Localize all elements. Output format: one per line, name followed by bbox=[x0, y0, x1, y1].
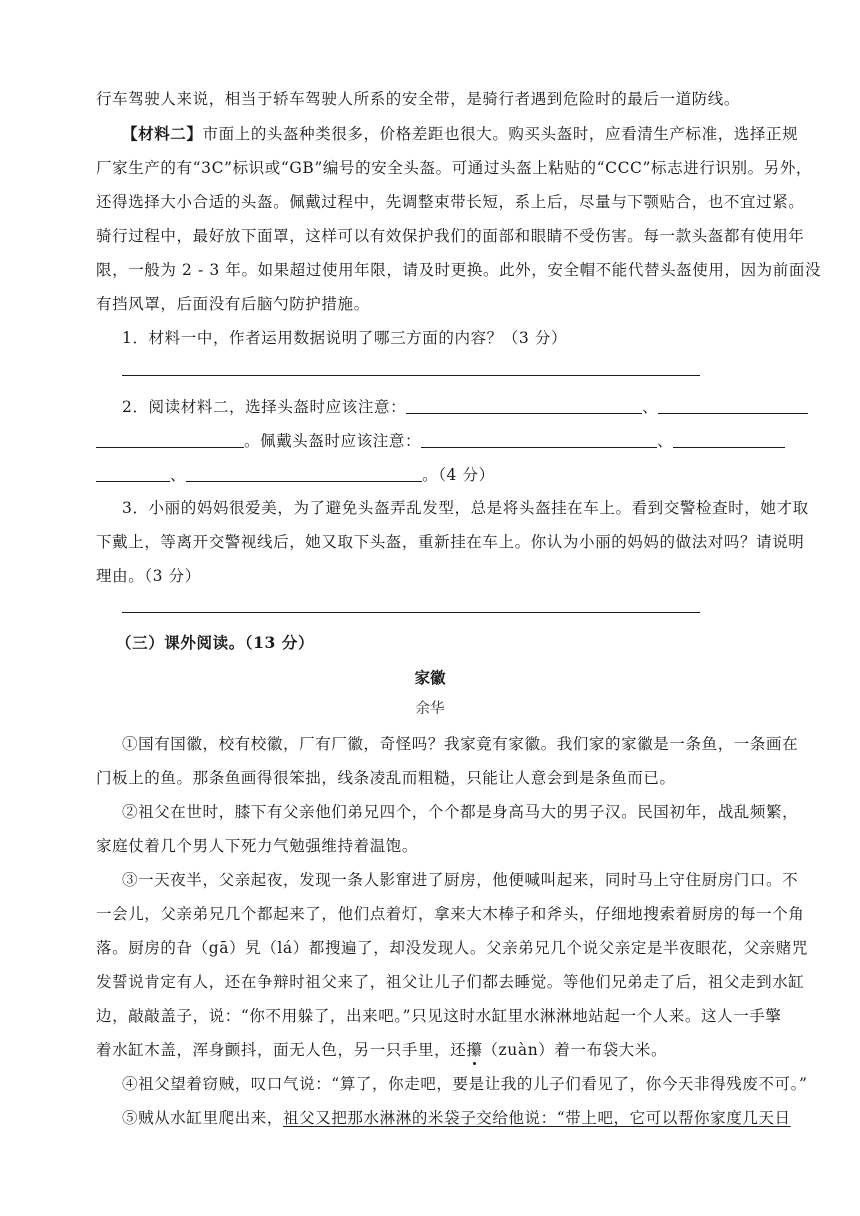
material-two-line-6: 有挡风罩，后面没有后脑勺防护措施。 bbox=[96, 295, 370, 313]
story-p3-line-1: ③一天夜半，父亲起夜，发现一条人影窜进了厨房，他便喊叫起来，同时马上守住厨房门口。不 bbox=[122, 871, 799, 889]
section-heading: （三）课外阅读。（13 分） bbox=[116, 633, 315, 652]
question-3-line-3: 理由。（3 分） bbox=[96, 567, 201, 585]
story-p2-line-2: 家庭仗着几个男人下死力气勉强维持着温饱。 bbox=[96, 837, 419, 855]
material-two-label: 【材料二】 bbox=[122, 124, 203, 143]
story-title: 家徽 bbox=[414, 668, 446, 687]
story-p3-line-2: 一会儿，父亲弟兄几个都起来了，他们点着灯，拿来大木棒子和斧头，仔细地搜索着厨房的每一个角 bbox=[96, 905, 805, 923]
answer-blank-q2-4b[interactable] bbox=[96, 465, 170, 482]
answer-line-q3[interactable] bbox=[122, 612, 700, 613]
answer-blank-q2-2[interactable] bbox=[658, 397, 808, 414]
answer-blank-q2-5[interactable] bbox=[186, 465, 422, 482]
story-p1-line-1: ①国有国徽，校有校徽，厂有厂徽，奇怪吗？我家竟有家徽。我们家的家徽是一条鱼，一条画在 bbox=[122, 735, 799, 753]
story-p5-line-1: ⑤贼从水缸里爬出来，祖父又把那水淋淋的米袋子交给他说：“带上吧，它可以帮你家度几天日 bbox=[122, 1109, 791, 1127]
question-1: 1．材料一中，作者运用数据说明了哪三方面的内容？（3 分） bbox=[122, 329, 568, 347]
story-p3-line-6: 着水缸木盖，浑身颤抖，面无人色，另一只手里，还攥（zuàn）着一布袋大米。 bbox=[96, 1041, 668, 1059]
answer-blank-q2-1[interactable] bbox=[406, 397, 642, 414]
question-3-line-1: 3．小丽的妈妈很爱美，为了避免头盔弄乱发型，总是将头盔挂在车上。看到交警检查时，她才取 bbox=[122, 499, 809, 517]
question-2-line-2: 。佩戴头盔时应该注意： 、 bbox=[96, 430, 766, 452]
answer-line-q1[interactable] bbox=[122, 375, 700, 376]
material-two-line-3: 还得选择大小合适的头盔。佩戴过程中，先调整束带长短，系上后，尽量与下颚贴合，也不宜过紧。 bbox=[96, 193, 805, 211]
question-2-line-3: 、 。（4 分） bbox=[96, 464, 766, 486]
answer-blank-q2-2b[interactable] bbox=[96, 431, 244, 448]
material-one-tail: 行车驾驶人来说，相当于轿车驾驶人所系的安全带，是骑行者遇到危险时的最后一道防线。 bbox=[96, 90, 741, 108]
answer-blank-q2-3[interactable] bbox=[421, 431, 657, 448]
answer-blank-q2-4[interactable] bbox=[673, 431, 785, 448]
emphasis-dot-char: 攥 bbox=[466, 1041, 483, 1059]
story-p1-line-2: 门板上的鱼。那条鱼画得很笨拙，线条凌乱而粗糙，只能让人意会到是条鱼而已。 bbox=[96, 769, 676, 787]
story-p3-line-5: 边，敲敲盖子，说：“你不用躲了，出来吧。”只见这时水缸里水淋淋地站起一个人来。这人一手擎 bbox=[96, 1007, 782, 1025]
underlined-sentence: 祖父又把那水淋淋的米袋子交给他说：“带上吧，它可以帮你家度几天日 bbox=[283, 1109, 791, 1127]
story-author: 余华 bbox=[415, 701, 445, 717]
material-two-line-2: 厂家生产的有“3C”标识或“GB”编号的安全头盔。可通过头盔上粘贴的“CCC”标志进行识别。另外， bbox=[96, 159, 813, 177]
question-3-line-2: 下戴上，等离开交警视线后，她又取下头盔，重新挂在车上。你认为小丽的妈妈的做法对吗？请说明 bbox=[96, 533, 805, 551]
story-p3-line-3: 落。厨房的旮（gā）旯（lá）都搜遍了，却没发现人。父亲弟兄几个说父亲定是半夜眼花，父亲赌咒 bbox=[96, 939, 808, 957]
story-p4: ④祖父望着窃贼，叹口气说：“算了，你走吧，要是让我的儿子们看见了，你今天非得残废不可。” bbox=[122, 1075, 808, 1093]
material-two-line-4: 骑行过程中，最好放下面罩，这样可以有效保护我们的面部和眼睛不受伤害。每一款头盔都有使用年 bbox=[96, 227, 805, 245]
material-two-line-1: 【材料二】市面上的头盔种类很多，价格差距也很大。购买头盔时，应看清生产标准，选择正规 bbox=[122, 124, 799, 143]
material-two-line-5: 限，一般为 2 - 3 年。如果超过使用年限，请及时更换。此外，安全帽不能代替头盔使用，因为前面没 bbox=[96, 261, 822, 279]
question-2-line-1: 2．阅读材料二，选择头盔时应该注意： 、 bbox=[122, 396, 766, 418]
story-p2-line-1: ②祖父在世时，膝下有父亲他们弟兄四个，个个都是身高马大的男子汉。民国初年，战乱频繁， bbox=[122, 803, 799, 821]
story-p3-line-4: 发誓说肯定有人，还在争辩时祖父来了，祖父让儿子们都去睡觉。等他们兄弟走了后，祖父走到水缸 bbox=[96, 973, 805, 991]
